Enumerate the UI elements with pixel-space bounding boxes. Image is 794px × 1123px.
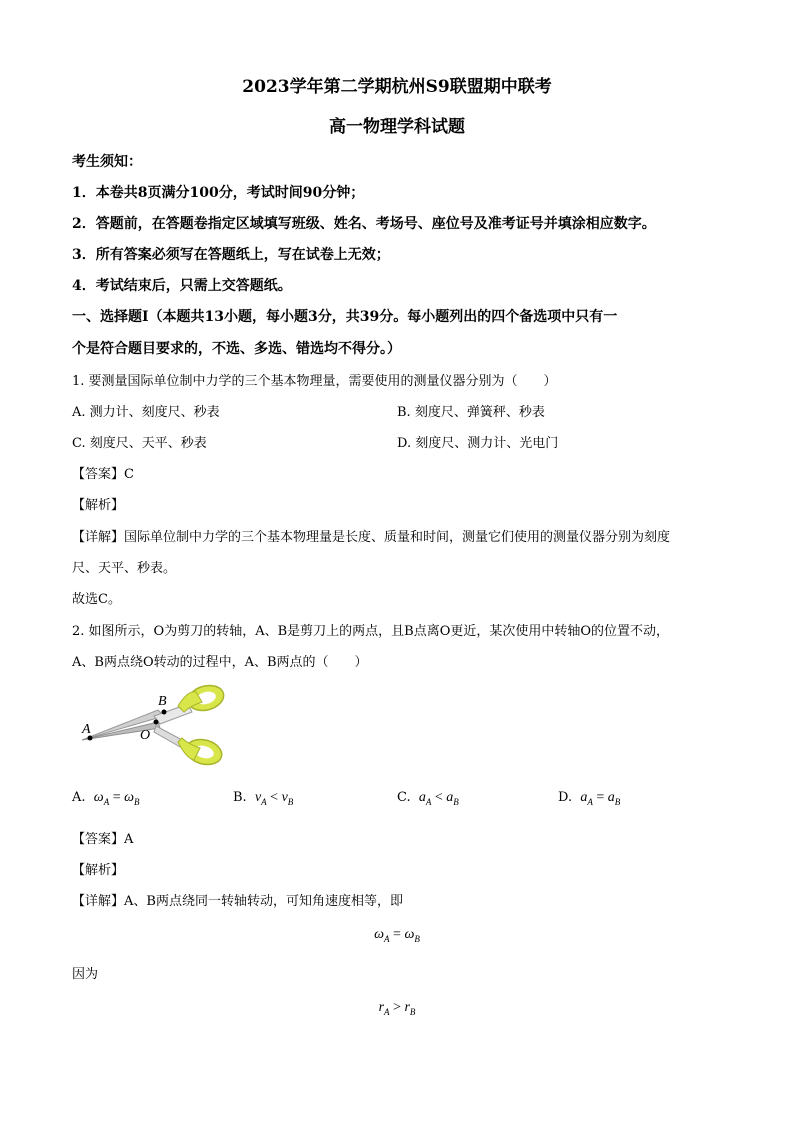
q2-option-b (233, 790, 293, 807)
q1-conclusion: 故选C。 (72, 592, 121, 607)
eq-lhs: ω (374, 927, 385, 942)
answer-value: C (124, 467, 134, 482)
eq-rhs: ω (404, 927, 415, 942)
notice-item-4: 4．考试结束后，只需上交答题纸。 (72, 278, 292, 294)
option-operator: < (266, 790, 282, 805)
figure-label-a: A (82, 722, 91, 737)
eq-rhs: r (404, 1000, 410, 1015)
q2-answer (72, 828, 133, 847)
notice-item-1: 1．本卷共8页满分100分，考试时间90分钟； (72, 185, 365, 201)
notice-item-2: 2．答题前，在答题卷指定区域填写班级、姓名、考场号、座位号及准考证号并填涂相应数字。 (72, 216, 656, 232)
option-rhs: a (446, 790, 454, 805)
q2-option-d (558, 790, 620, 807)
option-letter: D. (558, 790, 573, 805)
notice-heading: 考生须知： (72, 154, 142, 170)
option-lhs: v (254, 790, 262, 805)
q2-stem-line1: 2. 如图所示，O为剪刀的转轴，A、B是剪刀上的两点，且B点离O更近，某次使用中转轴O的位置不动， (72, 624, 670, 639)
section-heading-line1: 一、选择题Ⅰ（本题共13小题，每小题3分，共39分。每小题列出的四个备选项中只有一 (72, 309, 618, 325)
scissors-figure (78, 682, 228, 770)
option-operator: = (592, 790, 608, 805)
option-letter: A. (72, 790, 86, 805)
figure-label-b: B (158, 694, 167, 709)
q1-answer (72, 463, 134, 482)
q2-stem-line2: A、B两点绕O转动的过程中，A、B两点的（ ） (72, 655, 368, 670)
option-rhs: ω (124, 790, 134, 805)
eq-lhs: r (378, 1000, 385, 1015)
option-operator: < (431, 790, 447, 805)
figure-label-o: O (140, 728, 151, 743)
q1-option-a: A. 测力计、刻度尺、秒表 (72, 405, 220, 420)
option-rhs: a (607, 790, 615, 805)
q2-equation-1 (0, 927, 794, 944)
section-heading-line2: 个是符合题目要求的，不选、多选、错选均不得分。） (72, 341, 401, 357)
q1-stem: 1. 要测量国际单位制中力学的三个基本物理量，需要使用的测量仪器分别为（ ） (72, 374, 557, 389)
answer-tag: 【答案】 (72, 832, 125, 847)
answer-tag: 【答案】 (72, 467, 125, 482)
q1-detail-line2: 尺、天平、秒表。 (72, 561, 177, 576)
eq-rhs-sub: B (414, 933, 420, 944)
detail-text: A、B两点绕同一转轴转动，可知角速度相等，即 (124, 894, 403, 909)
option-lhs-sub: A (425, 796, 432, 807)
option-rhs-sub: B (133, 796, 140, 807)
eq-lhs-sub: A (384, 933, 390, 944)
q1-analysis-tag: 【解析】 (72, 498, 125, 513)
detail-tag: 【详解】 (72, 894, 125, 909)
eq-lhs-sub: A (384, 1006, 390, 1017)
notice-item-3: 3．所有答案必须写在答题纸上，写在试卷上无效； (72, 247, 390, 263)
detail-tag: 【详解】 (72, 530, 125, 545)
option-rhs-sub: B (287, 796, 294, 807)
option-rhs: v (281, 790, 288, 805)
eq-operator: = (389, 927, 405, 942)
option-lhs: a (580, 790, 588, 805)
option-lhs-sub: A (587, 796, 593, 807)
eq-rhs-sub: B (409, 1006, 416, 1017)
q2-option-c (397, 790, 459, 807)
q1-option-d: D. 刻度尺、测力计、光电门 (397, 436, 559, 451)
option-lhs-sub: A (103, 796, 110, 807)
option-lhs-sub: A (261, 796, 267, 807)
option-rhs-sub: B (614, 796, 621, 807)
answer-value: A (124, 832, 134, 847)
option-lhs: a (418, 790, 426, 805)
q2-option-a (72, 790, 139, 807)
q2-because: 因为 (72, 967, 99, 982)
q1-option-c: C. 刻度尺、天平、秒表 (72, 436, 207, 451)
eq-operator: > (389, 1000, 405, 1015)
option-letter: B. (233, 790, 247, 805)
q2-analysis-tag: 【解析】 (72, 863, 125, 878)
option-lhs: ω (93, 790, 104, 805)
option-rhs-sub: B (453, 796, 459, 807)
detail-text: 国际单位制中力学的三个基本物理量是长度、质量和时间，测量它们使用的测量仪器分别为刻度 (124, 530, 671, 545)
q2-detail-line1 (72, 890, 403, 909)
exam-subtitle: 高一物理学科试题 (329, 117, 465, 137)
scissors-icon (78, 682, 228, 770)
option-letter: C. (397, 790, 411, 805)
q2-equation-2 (0, 1000, 794, 1017)
exam-title: 2023学年第二学期杭州S9联盟期中联考 (242, 77, 552, 97)
option-operator: = (109, 790, 125, 805)
q1-option-b: B. 刻度尺、弹簧秤、秒表 (397, 405, 545, 420)
q1-detail-line1 (72, 526, 670, 545)
